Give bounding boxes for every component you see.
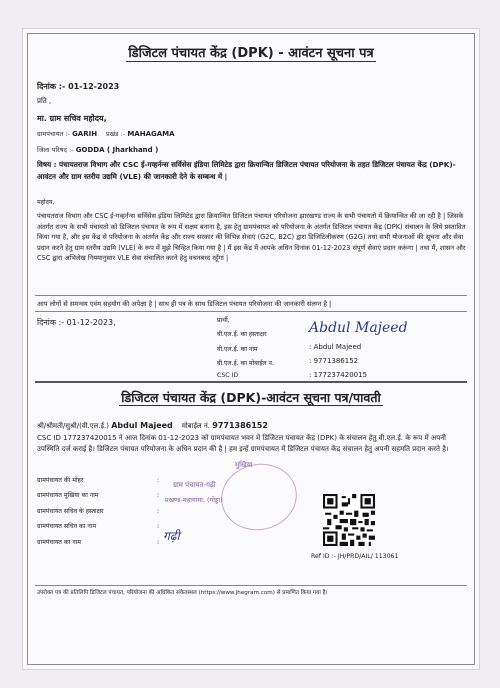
prati-text: प्रति , [37,97,52,105]
secretary-signature-mark: गढ़ी [163,529,180,543]
gram-value: GARIH [72,130,98,138]
reference-id: Ref ID :- JH/PRD/AIL/ 113061 [311,553,399,560]
csc-id-label: CSC ID [217,372,239,379]
panchayat-fields [37,473,159,550]
field-row: ग्रामपंचायत की मोहर : [37,477,160,484]
gram-panchayat-row [37,129,175,138]
salutation: महोदय, [37,199,55,206]
acknowledgement-title: डिजिटल पंचायत केंद्र (DPK)-आवंटन सूचना पत्र/पावती [121,390,381,405]
acknowledgement-text: CSC ID 177237420015 ने आज दिनांक 01-12-2023 को ग्रामपंचायत भवन में डिजिटल पंचायत केंद्र (DPK) के संचालन हेतु वी.एल.ई. के रूप में अपनी उपस्थिति दर्ज कराई है। डिजिटल पंचायत परियोजना के अधिन प्रदान की है | हम इन्हें ग्रामपंचायत में डिजिटल पंचायत केंद्र संचालन हेतु अपनी सहमति प्रदान करते है। [37,434,449,453]
shri-name: Abdul Majeed [111,421,173,430]
field-row: ग्रामपंचायत सचिव के हस्ताक्षर : [37,507,160,515]
footer-divider [35,585,467,586]
vle-ack-row [37,421,268,431]
field-row: ग्रामपंचायत सचिव का नाम : [37,523,160,531]
field-row: ग्रामपंचायत का नाम : [37,538,160,546]
stamp-mukhiya-text: मुखिया [235,461,253,469]
body-text: पंचायतराज विभाग और CSC ई-गव्हर्नन्स सर्विसेस इंडिया लिमिटेड द्वारा क्रियान्वित डिजिटल पंचायत परियोजना झारखण्ड राज्य के सभी पंचायतो में क्रियान्वित की जा रही है | जिसके अंतर्गत राज्य के सभी पंचायतो को डिजिटल पंचायत के रूप में सक्षम बनाना है, इस हेतु ग्रामपंचायत को परियोजना के अंतर्गत डिजिटल पंचायत केंद्र (DPK) संचालन के लिये प्रस्तावित किया गया है, और इस केंद्र से परियोजना के अंतर्गत केंद्र और राज्य सरकार की विभिन्न सेवाएं (G2C, B2C) द्वारा डिजिटिलीकरण (G2G) तथा सभी योजनाओं की सूचना और सेवा प्रदान करने हेतु ग्राम स्तरीय उद्यमि (VLE) के रूप में मुझे चिन्हित किया गया है | मैं इस केंद्र में आपके अधिन दिनांक 01-12-2023 संपूर्ण सेवाएं प्रदान करूंगा | तथा मैं, शासन और CSC द्वारा अभिलेख नियमानुसार VLE सेवा संचालित करने हेतु वचनबध्द रहूँगा | [37,212,466,263]
divider-1 [35,295,467,296]
vle-sign-label: वी.एल.ई. का हस्ताक्षर [217,331,267,338]
mobile-value: 9771386152 [212,421,268,430]
prarthi-text: प्रार्थी, [217,317,230,324]
vle-name-value: : Abdul Majeed [309,343,362,351]
stamp-panchayat-text: ग्राम पंचायत-गढ़ी [173,481,216,489]
district-label: जिला परिषद :- [37,146,74,154]
addressee: मा. ग्राम सचिव महोदय, [37,114,107,123]
district-value: GODDA ( Jharkhand ) [75,146,159,154]
allotment-letter-title: डिजिटल पंचायत केंद्र (DPK) - आवंटन सूचना पत्र [128,46,374,61]
vle-signature: Abdul Majeed [309,320,408,336]
section-divider [35,381,467,383]
vle-mobile-label: वी.एल.ई. का मोबाईल न. [217,360,274,367]
mobile-label: मोबाईल नं. [181,422,211,430]
letter-date: दिनांक :- 01-12-2023 [37,82,120,91]
letter-sheet [22,28,480,670]
district-row [37,145,158,154]
divider-2 [35,311,467,312]
gram-label: ग्रामपंचायत :- [37,130,70,138]
field-row: ग्रामपंचायत मुखिया का नाम : [37,492,160,500]
subject-text: विषय : पंचायतराज विभाग और CSC ई-गव्हर्नन्स सर्विसेस इंडिया लिमिटेड द्वारा क्रियान्वित डिजिटल पंचायत परियोजना के तहत डिजिटल पंचायत केंद्र (DPK)-आवंटन और ग्राम स्तरीय उद्यमि (VLE) की जानकारी देने के सम्बन्ध में | [37,160,456,181]
vle-name-label: वी.एल.ई. का नाम [217,346,258,353]
prakhand-value: MAHAGAMA [127,130,175,138]
shri-label: श्री/श्रीमती/सुश्री/(वी.एल.ई.) [37,422,109,430]
vle-mobile-value: : 9771386152 [309,357,359,365]
prakhand-label: प्रखंड :- [106,130,126,138]
signature-date: दिनांक :- 01-12-2023, [37,318,116,327]
stamp-prakhand-text: प्रखण्ड-महागामा, (गोड्डा) [165,496,223,504]
footer-note: उपरोक्त पत्र की प्रतिलिपि डिजिटल पंचायत, परियोजना की अधिकित संकेतस्थल (https://www.jhegram.com) से प्रमाणित किया गया है। [37,590,328,596]
qr-code-icon [323,494,375,546]
csc-id-value: : 177237420015 [309,371,368,379]
request-text: आप लोगों से समन्वय एवंम सहयोग की अपेक्षा है | साथ ही पत्र के साथ डिजिटल पंचायत परियोजना की जानकारी संलग्न है | [37,300,332,308]
